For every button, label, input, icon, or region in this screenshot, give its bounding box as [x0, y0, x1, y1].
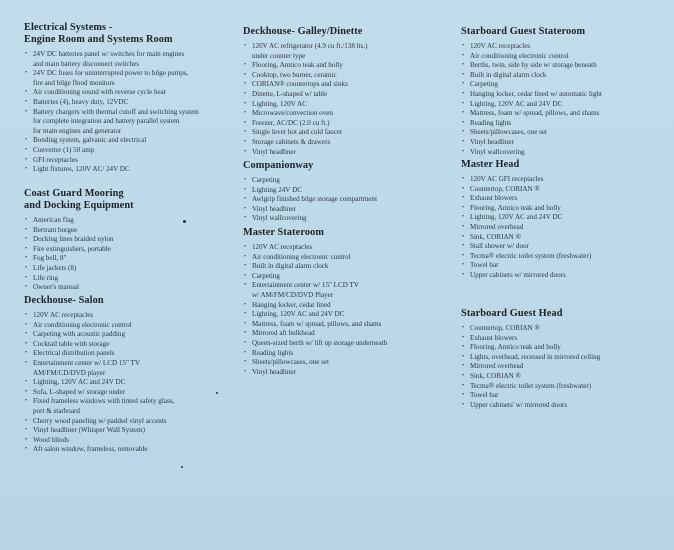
feature-item-text: • Battery chargers with thermal cutoff and switching system	[33, 107, 199, 116]
feature-item	[243, 109, 445, 119]
feature-item	[24, 136, 224, 146]
feature-item	[24, 349, 224, 359]
feature-item	[461, 353, 661, 363]
feature-item-text: • 120V AC receptacles	[252, 243, 313, 251]
feature-item	[24, 216, 224, 226]
speck-mark	[183, 220, 186, 223]
feature-item	[461, 61, 661, 71]
feature-item-text: • Vinyl headliner	[252, 204, 296, 213]
section-heading-line: Engine Room and Systems Room	[24, 34, 173, 45]
feature-item	[243, 310, 445, 320]
section-heading	[461, 26, 661, 38]
section-heading-line: Starboard Guest Head	[461, 308, 563, 319]
feature-item-text: • Towel bar	[470, 391, 499, 400]
feature-item	[243, 195, 445, 205]
feature-item-text: • Mattress, foam w/ spread, pillows, and shams	[252, 319, 382, 328]
feature-item-text: • Flooring, Amtico teak and holly	[252, 61, 343, 70]
feature-item-text: • Vinyl wallcovering	[470, 147, 525, 156]
section-starboard-guest-head	[461, 308, 661, 410]
section-heading-line: Deckhouse- Galley/Dinette	[243, 26, 363, 37]
feature-item	[243, 42, 445, 61]
section-starboard-guest-stateroom	[461, 26, 661, 157]
feature-item-text: for main engines and generator	[33, 126, 122, 135]
feature-item	[24, 50, 224, 69]
feature-item	[461, 71, 661, 81]
feature-item	[243, 320, 445, 330]
feature-item	[461, 138, 661, 148]
feature-item	[243, 90, 445, 100]
feature-item	[24, 274, 224, 284]
feature-item-text: • Fixed frameless windows with tinted safety glass,	[33, 397, 175, 406]
feature-item	[461, 148, 661, 158]
feature-item-text: • Dinette, L-shaped w/ table	[252, 89, 328, 98]
feature-item	[243, 186, 445, 196]
feature-item-text: • Flooring, Amtico teak and holly	[470, 343, 561, 352]
feature-item	[24, 245, 224, 255]
section-companionway	[243, 160, 445, 224]
feature-item-text: • Vinyl headliner (Whisper Wall System)	[33, 426, 145, 435]
feature-item	[24, 340, 224, 350]
feature-item-text: • Lighting, 120V AC	[252, 99, 307, 108]
section-master-stateroom	[243, 227, 445, 377]
feature-item-text: • Microwave/convection oven	[252, 109, 333, 118]
feature-item-text: under counter type	[252, 51, 306, 60]
feature-item-text: • Carpeting	[252, 271, 280, 280]
feature-item-text: • Countertop, CORIAN ®	[470, 324, 540, 332]
feature-item	[24, 311, 224, 321]
feature-item-text: • Docking lines braided nylon	[33, 235, 114, 244]
feature-item	[461, 109, 661, 119]
feature-item-text: • Upper cabinets w/ mirrored doors	[470, 270, 566, 279]
feature-item	[243, 71, 445, 81]
feature-item	[243, 214, 445, 224]
feature-item-text: • Vinyl headliner	[252, 147, 296, 156]
feature-item-text: • Tecma® electric toilet system (freshwater)	[470, 251, 592, 260]
feature-list	[24, 311, 224, 455]
feature-item-text: • Mirrored aft bulkhead	[252, 329, 315, 338]
section-heading-line: Master Head	[461, 159, 520, 170]
section-heading-line: Master Stateroom	[243, 227, 324, 238]
feature-item	[243, 358, 445, 368]
feature-item	[24, 445, 224, 455]
feature-item-text: • Air conditioning electronic control	[252, 252, 351, 261]
feature-item-text: • Mirrored overhead	[470, 362, 524, 371]
feature-item	[461, 372, 661, 382]
feature-item	[24, 69, 224, 88]
feature-item	[461, 119, 661, 129]
section-coast-guard-mooring	[24, 188, 224, 293]
feature-item-text: • Sink, CORIAN ®	[470, 371, 521, 380]
feature-item-text: • Reading lights	[470, 118, 512, 127]
feature-item-text: • Single lever hot and cold faucet	[252, 128, 343, 137]
feature-item	[24, 156, 224, 166]
feature-item	[243, 301, 445, 311]
feature-item-text: • Air conditioning electronic control	[33, 320, 132, 329]
feature-item	[461, 382, 661, 392]
feature-item	[24, 359, 224, 378]
feature-item-text: • Life jackets (8)	[33, 263, 77, 272]
feature-item-text: • Electrical distribution panels	[33, 349, 115, 358]
feature-item	[461, 391, 661, 401]
feature-item	[461, 185, 661, 195]
feature-item-text: • Converter (1) 50 amp	[33, 145, 95, 154]
feature-item	[461, 334, 661, 344]
feature-item	[243, 281, 445, 300]
feature-item-text: • Exhaust blowers	[470, 194, 518, 203]
feature-item-text: fire and bilge flood monitors	[33, 78, 115, 87]
feature-item	[461, 233, 661, 243]
section-heading-line: Coast Guard Mooring	[24, 188, 124, 199]
feature-item	[24, 235, 224, 245]
feature-item	[461, 42, 661, 52]
feature-item-text: • Lighting, 120V AC and 24V DC	[470, 213, 563, 222]
feature-item	[24, 378, 224, 388]
feature-item-text: • Freezer, AC/DC (2.0 cu ft.)	[252, 118, 330, 127]
feature-item	[243, 339, 445, 349]
feature-item	[24, 165, 224, 175]
feature-item	[461, 401, 661, 411]
feature-item-text: AM/FM/CD/DVD player	[33, 368, 106, 377]
feature-item	[243, 119, 445, 129]
feature-item-text: • GFI receptacles	[33, 155, 78, 164]
feature-item	[24, 321, 224, 331]
feature-item	[24, 226, 224, 236]
feature-item-text: • Air conditioning electronic control	[470, 51, 569, 60]
feature-item	[24, 108, 224, 137]
section-heading	[461, 308, 661, 320]
feature-item	[461, 90, 661, 100]
feature-item-text: • Towel bar	[470, 261, 499, 270]
feature-item-text: • Sheets/pillowcases, one set	[252, 358, 330, 367]
feature-item	[243, 205, 445, 215]
section-heading	[24, 295, 224, 307]
section-heading	[24, 22, 224, 46]
feature-item-text: • Sofa, L-shaped w/ storage under	[33, 387, 125, 396]
feature-item	[243, 100, 445, 110]
section-heading-line: Electrical Systems -	[24, 22, 113, 33]
section-heading	[24, 188, 224, 212]
feature-item-text: • Cherry wood paneling w/ padded vinyl accents	[33, 416, 167, 425]
feature-item	[461, 128, 661, 138]
feature-item-text: • Tecma® electric toilet system (freshwater)	[470, 381, 592, 390]
feature-item-text: • 24V DC fuses for uninterrupted power to bilge pumps,	[33, 69, 189, 78]
feature-item-text: w/ AM/FM/CD/DVD Player	[252, 290, 334, 299]
feature-item-text: • 120V AC GFI receptacles	[470, 175, 544, 183]
feature-item-text: • Upper cabinets' w/ mirrored doors	[470, 400, 568, 409]
feature-item-text: • Stall shower w/ door	[470, 242, 529, 251]
feature-item	[24, 146, 224, 156]
feature-item-text: • Berths, twin, side by side w/ storage beneath	[470, 61, 597, 70]
feature-item	[461, 362, 661, 372]
feature-item-text: • Awlgrip finished bilge storage compartment	[252, 195, 378, 204]
feature-item	[243, 176, 445, 186]
feature-item-text: • Batteries (4), heavy duty, 12VDC	[33, 97, 129, 106]
feature-item-text: • Bertram burgee	[33, 225, 78, 234]
feature-list	[243, 42, 445, 157]
speck-mark	[216, 392, 218, 394]
feature-item-text: • Fog bell, 8"	[33, 254, 67, 263]
feature-item	[24, 283, 224, 293]
feature-item-text: • Wood blinds	[33, 435, 69, 444]
feature-item-text: for complete integration and battery parallel system	[33, 117, 180, 126]
feature-item-text: • 24V DC batteries panel w/ switches for main engines	[33, 50, 185, 58]
feature-item	[24, 264, 224, 274]
speck-mark	[181, 466, 183, 468]
feature-item-text: • Carpeting	[252, 176, 280, 184]
feature-item-text: • Mirrored overhead	[470, 222, 524, 231]
feature-item	[24, 436, 224, 446]
feature-item	[243, 138, 445, 148]
feature-item-text: • 120V AC receptacles	[470, 42, 531, 50]
feature-list	[24, 216, 224, 293]
feature-item-text: • Bonding system, galvanic and electrical	[33, 136, 147, 145]
feature-item-text: • American flag	[33, 216, 74, 224]
feature-item-text: • CORIAN® countertops and sinks	[252, 80, 348, 89]
feature-item	[24, 330, 224, 340]
feature-item-text: • Sink, CORIAN ®	[470, 232, 521, 241]
section-heading	[243, 160, 445, 172]
feature-item-text: • Queen-sized berth w/ lift up storage underneath	[252, 338, 388, 347]
feature-item	[24, 388, 224, 398]
feature-list	[461, 175, 661, 281]
feature-item-text: • Fire extinguishers, portable	[33, 244, 111, 253]
feature-item	[461, 223, 661, 233]
section-deckhouse-galley-dinette	[243, 26, 445, 157]
feature-item	[24, 397, 224, 416]
feature-item-text: • Life ring	[33, 273, 59, 282]
feature-list	[461, 324, 661, 410]
feature-item-text: • Carpeting with acoustic padding	[33, 330, 126, 339]
feature-item-text: • Carpeting	[470, 80, 498, 89]
section-heading-line: and Docking Equipment	[24, 200, 134, 211]
feature-item	[24, 426, 224, 436]
section-heading-line: Starboard Guest Stateroom	[461, 26, 586, 37]
section-heading	[461, 159, 661, 171]
feature-item	[24, 254, 224, 264]
feature-item	[461, 271, 661, 281]
feature-item-text: • Built in digital alarm clock	[470, 70, 547, 79]
feature-item-text: • Cooktop, two burner, ceramic	[252, 70, 337, 79]
feature-item	[24, 417, 224, 427]
feature-item	[243, 61, 445, 71]
feature-item	[461, 100, 661, 110]
section-heading-line: Deckhouse- Salon	[24, 295, 104, 306]
feature-item	[461, 175, 661, 185]
feature-list	[243, 243, 445, 377]
feature-item-text: • Lighting, 120V AC and 24V DC	[252, 310, 345, 319]
feature-item-text: • 120V AC refrigerator (4.9 cu ft./138 lts.)	[252, 42, 368, 50]
feature-item	[461, 194, 661, 204]
feature-item	[461, 80, 661, 90]
feature-item-text: • Sheets/pillowcases, one set	[470, 128, 548, 137]
feature-item	[461, 242, 661, 252]
feature-item	[243, 243, 445, 253]
feature-item	[461, 52, 661, 62]
feature-item-text: • Lighting 24V DC	[252, 185, 302, 194]
feature-item	[461, 204, 661, 214]
feature-item-text: • Vinyl headliner	[470, 137, 514, 146]
feature-item-text: • Hanging locker, cedar lined w/ automatic light	[470, 89, 602, 98]
feature-list	[24, 50, 224, 175]
feature-item	[24, 88, 224, 98]
section-master-head	[461, 159, 661, 281]
feature-item-text: • Lighting, 120V AC and 24V DC	[470, 99, 563, 108]
feature-item	[461, 252, 661, 262]
section-heading	[243, 26, 445, 38]
feature-item	[243, 262, 445, 272]
feature-item	[461, 343, 661, 353]
feature-item-text: port & starboard	[33, 406, 80, 415]
feature-item-text: • Vinyl headliner	[252, 367, 296, 376]
feature-item	[24, 98, 224, 108]
feature-list	[243, 176, 445, 224]
feature-item	[243, 128, 445, 138]
feature-list	[461, 42, 661, 157]
section-heading-line: Companionway	[243, 160, 314, 171]
feature-item	[461, 261, 661, 271]
feature-item	[461, 324, 661, 334]
feature-item	[243, 368, 445, 378]
feature-item-text: • Mattress, foam w/ spread, pillows, and shams	[470, 109, 600, 118]
feature-item	[243, 329, 445, 339]
feature-item-text: • Entertainment center w/ 15" LCD TV	[252, 281, 359, 290]
feature-item-text: • Lighting, 120V AC and 24V DC	[33, 378, 126, 387]
feature-item-text: • Reading lights	[252, 348, 294, 357]
feature-item-text: • Exhaust blowers	[470, 333, 518, 342]
feature-item-text: • Aft salon window, frameless, removable	[33, 445, 148, 454]
feature-item-text: • Light fixtures, 120V AC/ 24V DC	[33, 165, 130, 174]
feature-item	[243, 272, 445, 282]
feature-item-text: • Flooring, Amtico teak and holly	[470, 203, 561, 212]
feature-item-text: • 120V AC receptacles	[33, 311, 94, 319]
feature-item-text: • Lights, overhead, recessed in mirrored ceiling	[470, 352, 601, 361]
feature-item-text: • Countertop, CORIAN ®	[470, 184, 540, 193]
section-heading	[243, 227, 445, 239]
feature-item	[243, 349, 445, 359]
section-deckhouse-salon	[24, 295, 224, 455]
feature-item	[243, 253, 445, 263]
feature-item-text: • Air conditioning sound with reverse cycle heat	[33, 88, 166, 97]
feature-item	[243, 148, 445, 158]
feature-item-text: • Built in digital alarm clock	[252, 262, 329, 271]
feature-item	[461, 213, 661, 223]
feature-item-text: • Cocktail table with storage	[33, 339, 110, 348]
feature-item-text: • Storage cabinets & drawers	[252, 137, 331, 146]
feature-item	[243, 80, 445, 90]
feature-item-text: • Hanging locker, cedar lined	[252, 300, 331, 309]
feature-item-text: • Vinyl wallcovering	[252, 214, 307, 223]
section-electrical-systems	[24, 22, 224, 175]
feature-item-text: and main battery disconnect switches	[33, 59, 139, 68]
feature-item-text: • Entertainment center w/ LCD 15" TV	[33, 358, 140, 367]
feature-item-text: • Owner's manual	[33, 283, 79, 292]
